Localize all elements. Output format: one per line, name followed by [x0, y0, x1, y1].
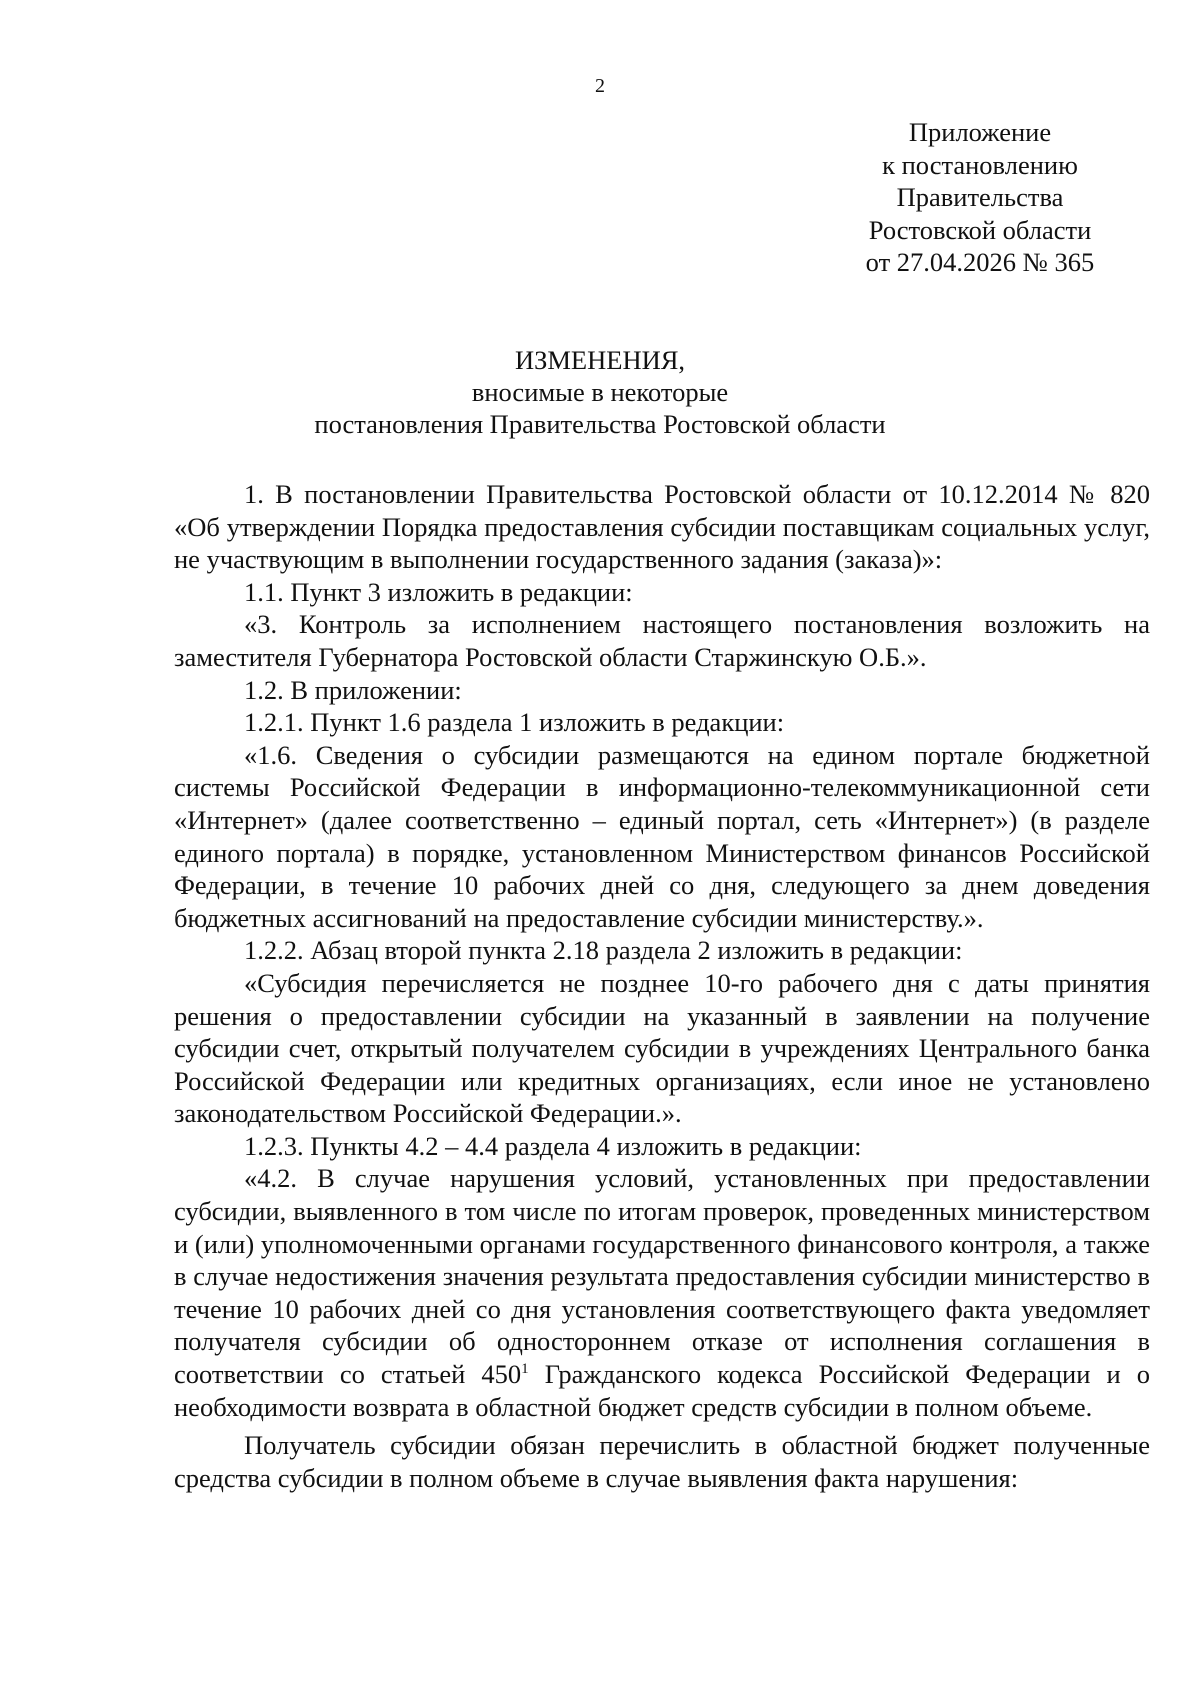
document-title [0, 344, 1200, 440]
appendix-line: Ростовской области [868, 214, 1092, 245]
title-subline: вносимые в некоторые [471, 377, 729, 407]
appendix-line: к постановлению [882, 149, 1078, 180]
appendix-line: от 27.04.2026 № 365 [865, 247, 1095, 277]
paragraph: «3. Контроль за исполнением настоящего постановления возложить на заместителя Губернатора Ростовской области Старжинскую О.Б.». [174, 609, 1150, 672]
superscript: 1 [521, 1361, 529, 1378]
paragraph: 1.1. Пункт 3 изложить в редакции: [244, 576, 633, 607]
paragraph: Получатель субсидии обязан перечислить в областной бюджет полученные средства субсидии в полном объеме в случае выявления факта нарушения: [174, 1430, 1150, 1493]
paragraph: 1.2.1. Пункт 1.6 раздела 1 изложить в редакции: [244, 707, 785, 738]
title-subline: постановления Правительства Ростовской области [314, 409, 886, 439]
title-heading: ИЗМЕНЕНИЯ, [514, 345, 686, 375]
page-number: 2 [595, 75, 605, 97]
appendix-block [840, 116, 1120, 279]
paragraph: «Субсидия перечисляется не позднее 10-го рабочего дня с даты принятия решения о предоставлении субсидии на указанный в заявлении на получение субсидии счет, открытый получателем субсидии в учреждениях Центрального банка Российской Федерации или кредитных организациях, если иное не установлено законодательством Российской Федерации.». [174, 967, 1150, 1129]
appendix-line: Правительства [896, 182, 1064, 212]
paragraph: 1.2.2. Абзац второй пункта 2.18 раздела 2 изложить в редакции: [244, 935, 963, 966]
paragraph: 1. В постановлении Правительства Ростовской области от 10.12.2014 № 820 «Об утверждении Порядка предоставления субсидии поставщикам социальных услуг, не участвующим в выполнении государственного задания (заказа)»: [174, 479, 1150, 575]
paragraph-text: «4.2. В случае нарушения условий, установленных при предоставлении субсидии, выявленного в том числе по итогам проверок, проведенных министерством и (или) уполномоченными органами государственного финансового контроля, а также в случае недостижения значения результата предоставления субсидии министерство в течение 10 рабочих дней со дня установления соответствующего факта уведомляет получателя субсидии об одностороннем отказе от исполнения соглашения в соответствии со статьей 450 [174, 1163, 1150, 1390]
paragraph-text: Гражданского кодекса Российской Федерации и о необходимости возврата в областной бюджет средств субсидии в полном объеме. [174, 1359, 1151, 1422]
appendix-line: Приложение [908, 117, 1052, 147]
paragraph: «1.6. Сведения о субсидии размещаются на едином портале бюджетной системы Российской Федерации в информационно-телекоммуникационной сети «Интернет» (далее соответственно – единый портал, сеть «Интернет») (в разделе единого портала) в порядке, установленном Министерством финансов Российской Федерации, в течение 10 рабочих дней со дня, следующего за днем доведения бюджетных ассигнований на предоставление субсидии министерству.». [174, 739, 1150, 933]
paragraph: 1.2. В приложении: [244, 674, 462, 705]
paragraph: 1.2.3. Пункты 4.2 – 4.4 раздела 4 изложить в редакции: [244, 1130, 862, 1161]
document-body [174, 478, 1150, 1494]
paragraph [174, 1162, 1150, 1423]
